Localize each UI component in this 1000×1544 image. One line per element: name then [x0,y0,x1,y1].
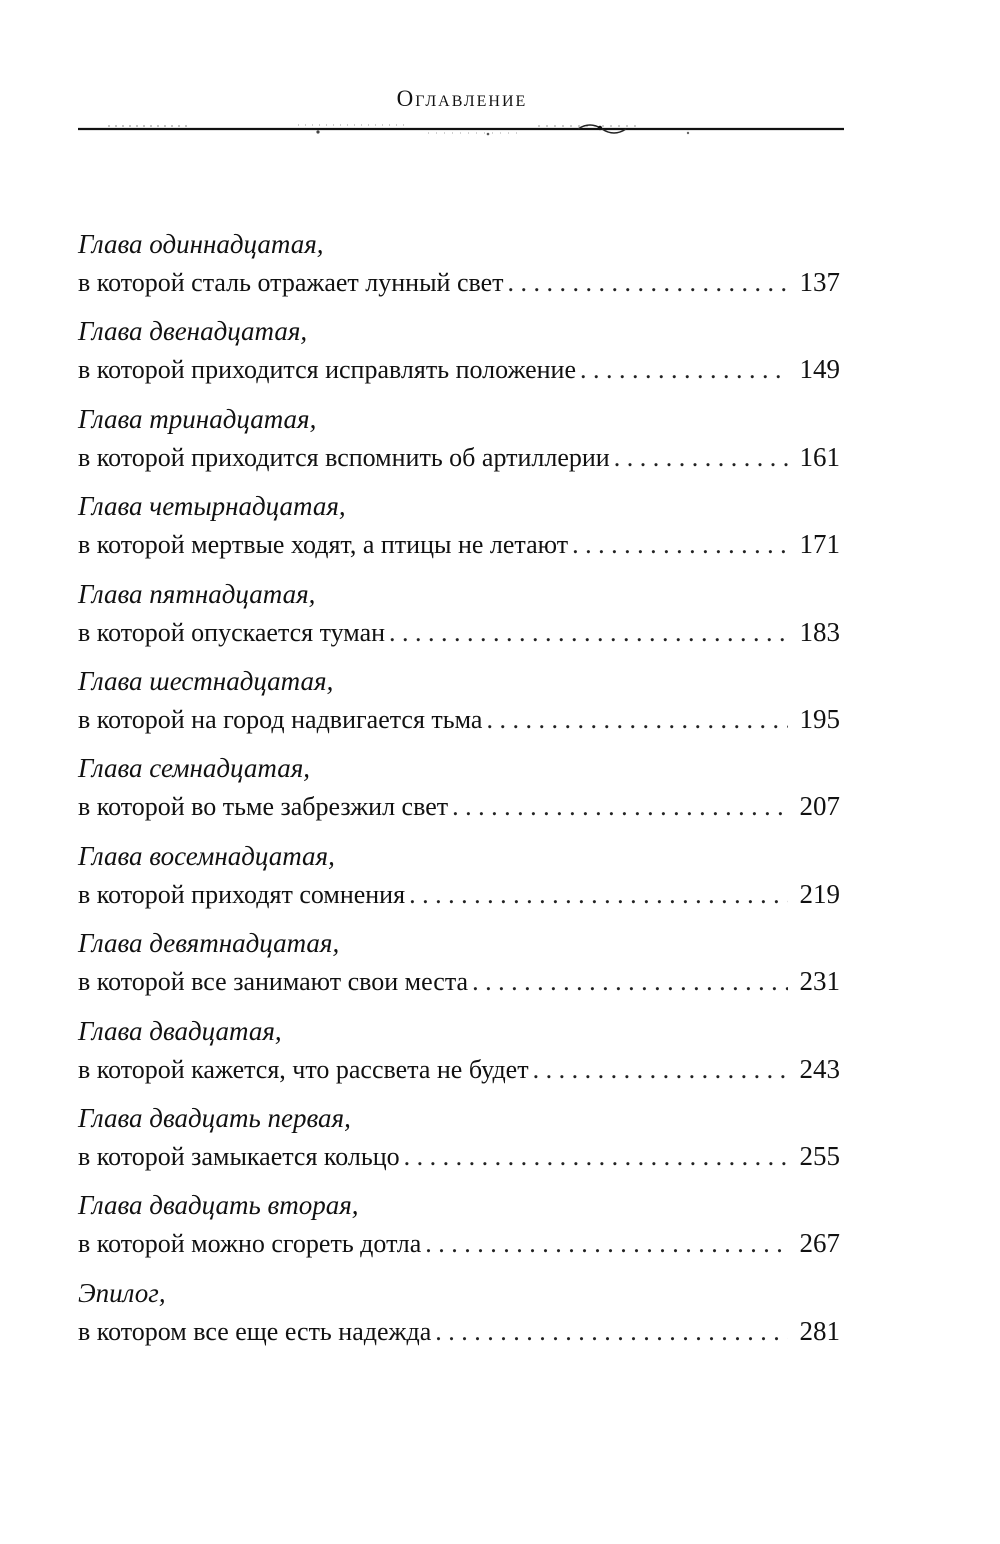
dot-leader [508,263,788,303]
dot-leader [409,875,788,915]
chapter-description: в которой во тьме забрезжил свет [78,792,449,822]
chapter-title: Глава двадцатая, [78,1015,282,1046]
chapter-title: Глава одиннадцатая, [78,229,324,259]
chapter-description: в котором все еще есть надежда [78,1316,432,1346]
toc-entry[interactable] [78,226,840,313]
entry-line [78,961,840,1001]
chapter-title: Глава семнадцатая, [78,753,310,784]
dot-leader [580,350,788,390]
chapter-description: в которой на город надвигается тьма [78,704,483,734]
page-number: 183 [799,616,840,647]
page-number: 243 [799,1053,840,1084]
dot-leader [472,962,788,1002]
page-number: 171 [799,529,840,560]
chapter-description: в которой замыкается кольцо [78,1141,400,1171]
dot-leader [425,1224,788,1264]
page-number: 137 [799,267,840,297]
entry-line [78,786,840,826]
chapter-description: в которой приходят сомнения [78,879,406,909]
toc-entry[interactable] [78,488,840,575]
chapter-description: в которой мертвые ходят, а птицы не летают [78,530,569,560]
chapter-description: в которой приходится вспомнить об артиллерии [78,442,610,472]
dot-leader [614,438,788,478]
entry-line [78,262,840,302]
entry-line [78,349,840,389]
chapter-description: в которой сталь отражает лунный свет [78,268,504,297]
toc-entry[interactable] [78,401,840,488]
dot-leader [452,787,788,827]
chapter-description: в которой кажется, что рассвета не будет [78,1054,529,1084]
entry-line [78,1223,840,1263]
page-number: 267 [799,1228,840,1259]
chapter-title: Глава шестнадцатая, [78,665,334,696]
chapter-description: в которой все занимают свои места [78,967,469,997]
chapter-description: в которой можно сгореть дотла [78,1229,422,1259]
entry-line [78,874,840,914]
toc-entry[interactable] [78,1275,840,1362]
dot-leader [486,700,788,740]
page-number: 207 [799,791,840,822]
chapter-title: Глава четырнадцатая, [78,491,346,522]
entry-line [78,1311,840,1351]
page-number: 231 [799,966,840,997]
toc-entry[interactable] [78,663,840,750]
epilogue-title: Эпилог, [78,1277,166,1308]
toc-entry[interactable] [78,576,840,663]
dot-leader [404,1137,788,1177]
chapter-description: в которой опускается туман [78,617,386,647]
page-header-title: Оглавление [396,86,528,111]
toc-entry[interactable] [78,1100,840,1187]
entry-line [78,1049,840,1089]
page-number: 195 [799,703,840,734]
toc-entry[interactable] [78,1187,840,1274]
chapter-title: Глава тринадцатая, [78,403,317,434]
toc-entry[interactable] [78,838,840,925]
dot-leader [533,1050,788,1090]
chapter-title: Глава двадцать первая, [78,1102,351,1133]
chapter-title: Глава двенадцатая, [78,316,308,347]
entry-line [78,524,840,564]
decorative-rule [78,116,844,146]
toc-entry[interactable] [78,1013,840,1100]
page-number: 149 [799,354,840,385]
dot-leader [389,613,788,653]
page-number: 281 [799,1315,840,1346]
table-of-contents [78,226,840,1362]
dot-leader [572,525,788,565]
chapter-title: Глава пятнадцатая, [78,578,316,609]
entry-line [78,437,840,477]
chapter-description: в которой приходится исправлять положение [78,355,577,385]
chapter-title: Глава девятнадцатая, [78,928,340,959]
chapter-title: Глава восемнадцатая, [78,840,335,871]
page-number: 161 [799,441,840,472]
entry-line [78,612,840,652]
entry-line [78,1136,840,1176]
chapter-title: Глава двадцать вторая, [78,1190,359,1221]
dot-leader [435,1312,788,1352]
page-number: 219 [799,878,840,909]
toc-entry[interactable] [78,750,840,837]
entry-line [78,699,840,739]
toc-entry[interactable] [78,925,840,1012]
toc-entry[interactable] [78,313,840,400]
page-number: 255 [799,1140,840,1171]
